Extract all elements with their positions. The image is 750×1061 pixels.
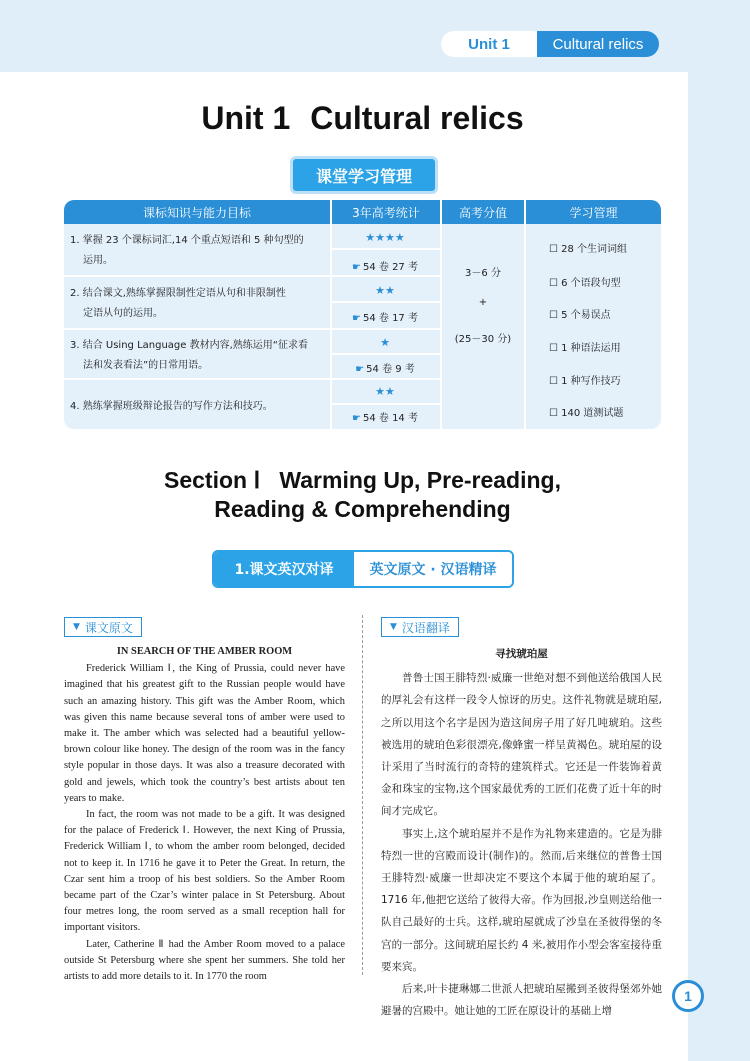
translation-pill [212, 550, 514, 588]
star-rating: ★★ [375, 385, 395, 398]
section-heading-line: Reading & Comprehending [214, 496, 511, 522]
chinese-title: 寻找琥珀屋 [495, 648, 548, 660]
original-text-label [64, 617, 142, 637]
pointing-hand-icon: ☛ [352, 262, 361, 273]
score-total: (25－30 分) [454, 334, 512, 345]
chinese-paragraph: 普鲁士国王腓特烈·威廉一世绝对想不到他送给俄国人民的厚礼会有这样一段令人惊讶的历史。这件礼物就是琥珀屋,之所以用这个名字是因为造这间房子用了好几吨琥珀。这些被选用的琥珀色彩很漂亮,像蜂蜜一样呈黄褐色。琥珀屋的设计采用了当时流行的奇特的建筑样式。它还是一件装饰着黄金和珠宝的宝物,这个国家最优秀的工匠们花费了近十年的时间才完成它。 [381, 672, 662, 818]
exam-stat-text: 54 卷 9 考 [366, 364, 415, 375]
section-banner: 课堂学习管理 [290, 156, 438, 194]
english-paragraph: In fact, the room was not made to be a gift. It was designed for the palace of Frederick Ⅰ. However, the next King of Prussia, Frederick William Ⅰ, to whom the amber room belonged, decided not to keep it. In 1716 he gave it to Peter the Great. In return, the Czar sent him a troop of his best soldiers. So the Amber Room became part of the Czar’s winter palace in St Petersburg. About four metres long, the room served as a small reception hall for important visitors. [64, 809, 345, 934]
pointing-hand-icon: ☛ [352, 413, 361, 424]
triangle-down-icon: ▼ [73, 622, 80, 632]
english-paragraph: Frederick William Ⅰ, the King of Prussia, could never have imagined that his greatest gift to the Russian people would have such an amazing history. This gift was the Amber Room, which was given this name because several tons of amber were used to make it. The amber which was selected had a beautiful yellow-brown colour like honey. The design of the room was in the fancy style popular in those days. It was also a treasure decorated with gold and jewels, which took the country’s best artists about ten years to make. [64, 663, 345, 804]
section-heading-line: Section Ⅰ Warming Up, Pre-reading, [164, 467, 561, 493]
table-header [64, 200, 661, 224]
table-header-cell: 学习管理 [569, 205, 618, 220]
star-rating: ★ [380, 336, 390, 349]
management-item: ☐ 1 种语法运用 [549, 343, 621, 354]
page-title-unit: Unit 1 [201, 100, 291, 136]
pointing-hand-icon: ☛ [355, 364, 365, 375]
exam-stat [332, 360, 438, 375]
goal-item [70, 231, 328, 271]
chinese-paragraph: 后来,叶卡捷琳娜二世派人把琥珀屋搬到圣彼得堡郊外她避暑的宫殿中。她让她的工匠在原设计的基础上增 [381, 983, 662, 1018]
exam-stat [332, 309, 438, 324]
translation-label-text: 汉语翻译 [401, 620, 450, 635]
goal-line: 4. 熟练掌握班级辩论报告的写作方法和技巧。 [70, 401, 273, 412]
page-number: 1 [672, 980, 704, 1012]
table-divider [440, 200, 442, 429]
table-row-divider [64, 275, 440, 277]
pill-left: 1.课文英汉对译 [214, 552, 354, 586]
goal-line: 运用。 [83, 255, 113, 266]
table-divider [524, 200, 526, 429]
chinese-text [381, 643, 662, 1022]
star-rating: ★★ [375, 284, 395, 297]
management-item: ☐ 5 个易误点 [549, 310, 611, 321]
pill-right: 英文原文 · 汉语精译 [354, 552, 512, 586]
goal-line: 定语从句的运用。 [83, 308, 163, 319]
exam-stat [332, 409, 438, 424]
table-header-cell: 3年高考统计 [352, 205, 420, 220]
management-item: ☐ 6 个语段句型 [549, 278, 621, 289]
original-text-label-text: 课文原文 [84, 620, 133, 635]
side-band [688, 72, 750, 1061]
goal-line: 1. 掌握 23 个课标词汇,14 个重点短语和 5 种句型的 [70, 235, 304, 246]
score-plus: + [478, 297, 488, 308]
section-heading [0, 466, 725, 524]
exam-stat-text: 54 卷 27 考 [362, 262, 418, 273]
management-item: ☐ 140 道测试题 [549, 408, 624, 419]
table-row-divider [330, 353, 440, 355]
goal-line: 法和发表看法”的日常用语。 [83, 360, 209, 371]
management-item: ☐ 1 种写作技巧 [549, 376, 621, 387]
header-unit: Unit 1 [441, 31, 537, 57]
exam-stat-text: 54 卷 17 考 [362, 313, 418, 324]
star-rating: ★★★★ [365, 231, 405, 244]
table-row-divider [330, 301, 440, 303]
goal-item [70, 397, 328, 417]
page-title-text: Cultural relics [310, 100, 524, 136]
learning-management-table [64, 200, 661, 429]
english-title: IN SEARCH OF THE AMBER ROOM [116, 646, 293, 657]
english-paragraph: Later, Catherine Ⅱ had the Amber Room moved to a palace outside St Petersburg where she spent her summers. She told her artists to add more details to it. In 1770 the room [64, 938, 345, 983]
page-title [0, 100, 725, 137]
exam-stat-text: 54 卷 14 考 [362, 413, 418, 424]
score-range: 3－6 分 [465, 268, 501, 279]
translation-label [381, 617, 459, 637]
exam-stat [332, 258, 438, 273]
table-row-divider [330, 248, 440, 250]
goal-line: 3. 结合 Using Language 教材内容,熟练运用“征求看 [70, 340, 308, 351]
management-item: ☐ 28 个生词词组 [549, 244, 628, 255]
table-row-divider [64, 328, 440, 330]
header-tab [441, 31, 659, 57]
triangle-down-icon: ▼ [390, 622, 397, 632]
goal-line: 2. 结合课文,熟练掌握限制性定语从句和非限制性 [70, 288, 286, 299]
pointing-hand-icon: ☛ [352, 313, 361, 324]
table-header-cell: 高考分值 [458, 205, 507, 220]
table-row-divider [330, 403, 440, 405]
goal-item [70, 284, 328, 324]
table-header-cell: 课标知识与能力目标 [142, 205, 251, 220]
goal-item [70, 336, 328, 376]
column-divider [362, 615, 363, 975]
header-title: Cultural relics [537, 31, 659, 57]
english-text [64, 644, 345, 985]
chinese-paragraph: 事实上,这个琥珀屋并不是作为礼物来建造的。它是为腓特烈一世的宫殿而设计(制作)的。然而,后来继位的普鲁士国王腓特烈·威廉一世却决定不要这个本属于他的琥珀屋了。1716 年,他把它送给了彼得大帝。作为回报,沙皇则送给他一队自己最好的士兵。这样,琥珀屋就成了沙皇在圣彼得堡的冬宫的一部分。这间琥珀屋长约 4 米,被用作小型会客室接待重要来宾。 [381, 827, 662, 973]
table-row-divider [64, 378, 440, 380]
